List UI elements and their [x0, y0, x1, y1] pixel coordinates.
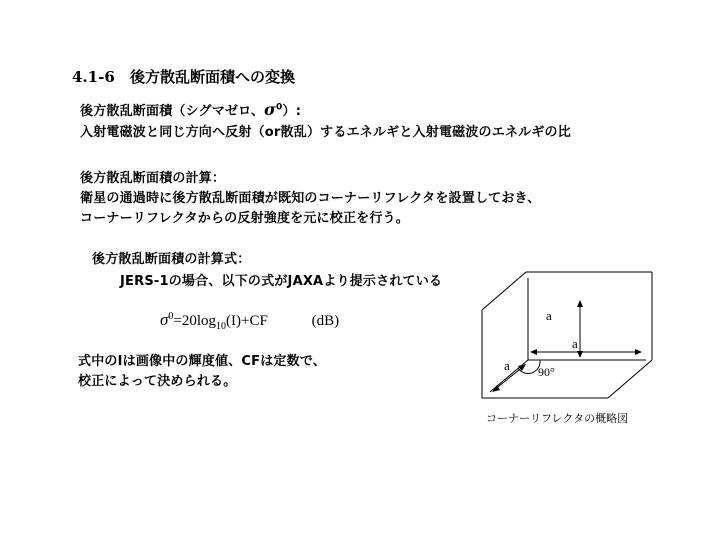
definition-heading-suffix: ）: [282, 104, 302, 119]
section-number: 4.1-6 [72, 68, 115, 86]
arrowhead-up [577, 300, 583, 307]
formula-sigma-sup: 0 [168, 311, 174, 322]
formula-equation [160, 310, 339, 332]
calculation-line-2: コーナーリフレクタからの反射強度を元に校正を行う。 [80, 211, 409, 226]
section-heading [72, 66, 295, 87]
bottom-right-diagonal [608, 360, 652, 398]
label-a-depth: a [504, 358, 510, 373]
formula-intro: JERS-1の場合、以下の式がJAXAより提示されている [120, 274, 443, 289]
sigma-superscript: 0 [276, 102, 283, 113]
arrowhead-right [635, 349, 642, 355]
arrowhead-down [577, 351, 583, 358]
section-title: 後方散乱断面積への変換 [130, 68, 296, 86]
calculation-line-1: 衛星の通過時に後方散乱断面積が既知のコーナーリフレクタを設置しておき、 [80, 191, 541, 206]
formula-unit: (dB) [311, 313, 340, 329]
corner-reflector-diagram [480, 270, 660, 420]
figure-caption: コーナーリフレクタの概略図 [486, 412, 629, 425]
note-line-2: 校正によって決められる。 [78, 374, 237, 389]
formula-rest: (I)+CF [226, 313, 268, 329]
sigma-symbol: σ [264, 100, 277, 119]
formula-heading: 後方散乱断面積の計算式： [92, 252, 251, 267]
definition-heading [80, 100, 301, 119]
formula-eq-part: =20log [173, 313, 217, 329]
label-a-horizontal: a [572, 336, 578, 351]
formula-sigma: σ [160, 310, 169, 329]
label-a-vertical: a [546, 308, 552, 323]
note-line-1: 式中のIは画像中の輝度値、CFは定数で、 [78, 354, 326, 369]
definition-heading-text: 後方散乱断面積（シグマゼロ、 [80, 104, 265, 119]
arrowhead-left [530, 349, 537, 355]
formula-log-base: 10 [216, 321, 227, 332]
label-angle: 90° [538, 365, 555, 379]
top-left-diagonal [482, 272, 526, 310]
calculation-heading: 後方散乱断面積の計算： [80, 171, 226, 186]
definition-text: 入射電磁波と同じ方向へ反射（or散乱）するエネルギと入射電磁波のエネルギの比 [80, 125, 571, 140]
